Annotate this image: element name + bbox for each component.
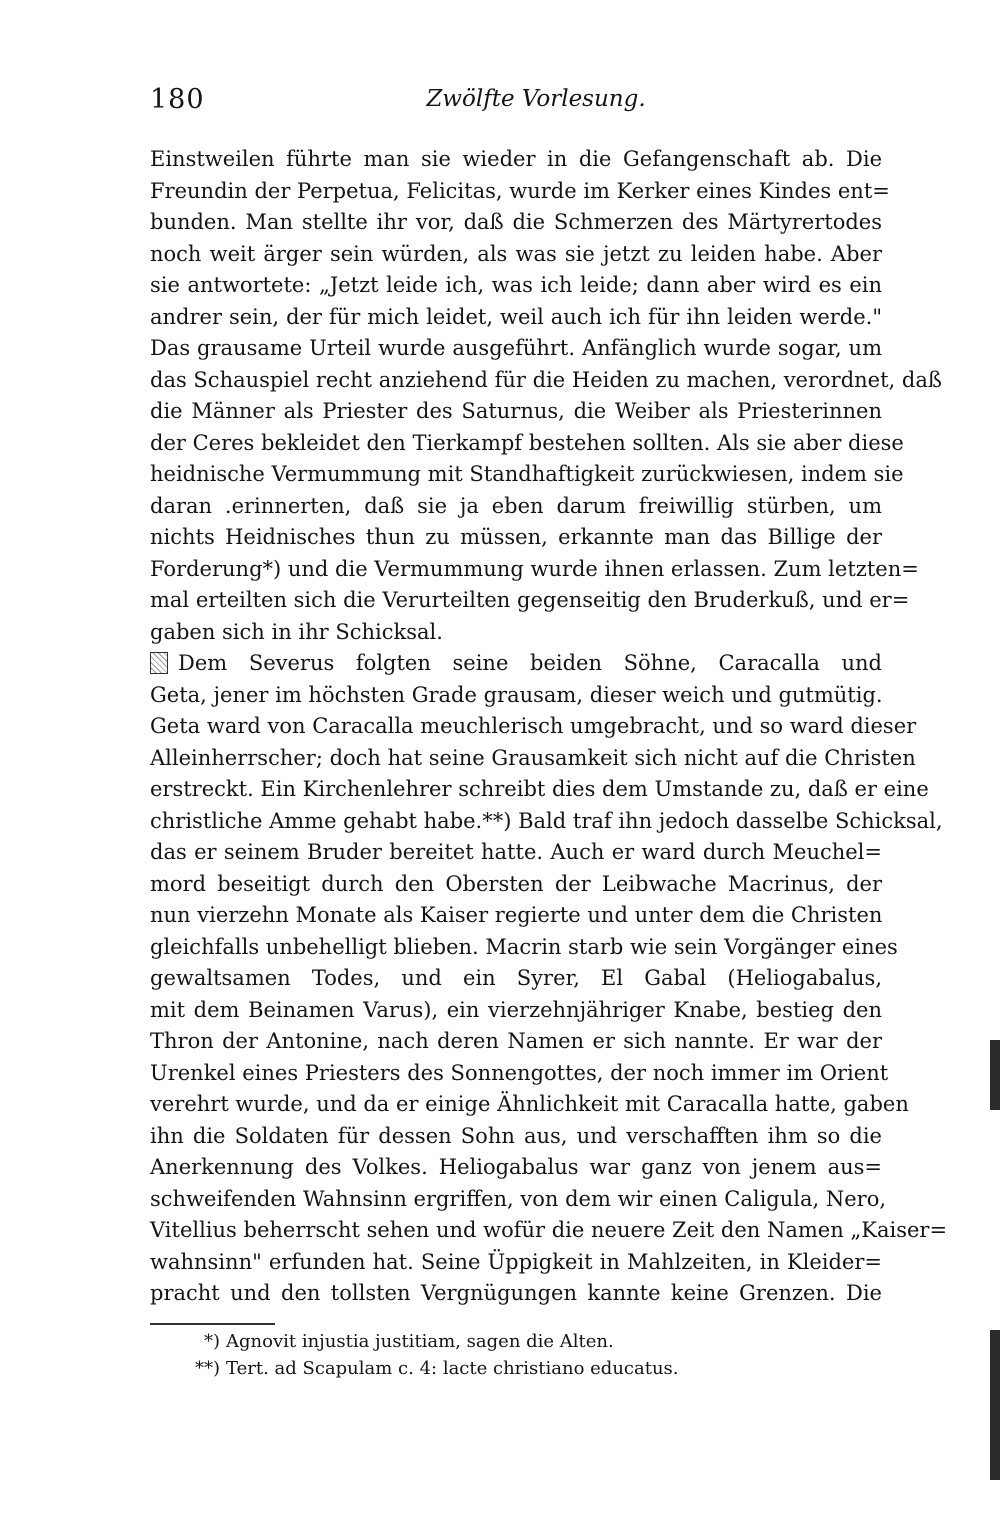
text-line: das er seinem Bruder bereitet hatte. Auch er ward durch Meuchel=: [150, 840, 882, 864]
text-line: Geta ward von Caracalla meuchlerisch umgebracht, und so ward dieser: [150, 714, 917, 738]
scan-edge-shadow: [990, 1330, 1000, 1480]
text-line: erstreckt. Ein Kirchenlehrer schreibt dies dem Umstande zu, daß er eine: [150, 777, 929, 801]
text-line: der Ceres bekleidet den Tierkampf bestehen sollten. Als sie aber diese: [150, 430, 904, 455]
text-line: nun vierzehn Monate als Kaiser regierte und unter dem die Christen: [150, 903, 883, 927]
footnote: [150, 1355, 882, 1382]
text-line: schweifenden Wahnsinn ergriffen, von dem wir einen Caligula, Nero,: [150, 1186, 887, 1211]
text-line: Alleinherrscher; doch hat seine Grausamkeit sich nicht auf die Christen: [150, 745, 916, 770]
text-line: nichts Heidnisches thun zu müssen, erkannte man das Billige der: [150, 525, 882, 549]
text-line: gaben sich in ihr Schicksal.: [150, 619, 443, 644]
text-line: gleichfalls unbehelligt blieben. Macrin starb wie sein Vorgänger eines: [150, 934, 898, 959]
footnote-text: Agnovit injustia justitiam, sagen die Alten.: [226, 1331, 614, 1352]
text-line: sie antwortete: „Jetzt leide ich, was ich leide; dann aber wird es ein: [150, 273, 882, 297]
text-line: Vitellius beherrscht sehen und wofür die neuere Zeit den Namen „Kaiser=: [150, 1218, 948, 1242]
text-line: Freundin der Perpetua, Felicitas, wurde im Kerker eines Kindes ent=: [150, 178, 890, 203]
footnote-divider: [150, 1323, 275, 1325]
text-line: die Männer als Priester des Saturnus, die Weiber als Priesterinnen: [150, 399, 882, 423]
text-line: Anerkennung des Volkes. Heliogabalus war ganz von jenem aus=: [150, 1155, 882, 1179]
footnote: [150, 1328, 882, 1355]
text-line: pracht und den tollsten Vergnügungen kannte keine Grenzen. Die: [150, 1281, 882, 1305]
text-line: noch weit ärger sein würden, als was sie jetzt zu leiden habe. Aber: [150, 241, 882, 266]
text-line: heidnische Vermummung mit Standhaftigkeit zurückwiesen, indem sie: [150, 462, 904, 486]
text-line: Einstweilen führte man sie wieder in die Gefangenschaft ab. Die: [150, 147, 882, 171]
text-line: mal erteilten sich die Verurteilten gegenseitig den Bruderkuß, und er=: [150, 588, 910, 612]
text-line: [150, 648, 882, 680]
scan-edge-shadow: [990, 1040, 1000, 1110]
footnote-mark: **): [194, 1358, 220, 1379]
text-line: daran .erinnerten, daß sie ja eben darum freiwillig stürben, um: [150, 493, 882, 518]
text-line: Das grausame Urteil wurde ausgeführt. Anfänglich wurde sogar, um: [150, 336, 882, 360]
page-header: [150, 84, 882, 124]
text-line: verehrt wurde, und da er einige Ähnlichkeit mit Caracalla hatte, gaben: [150, 1092, 909, 1116]
running-head: Zwölfte Vorlesung.: [426, 86, 646, 112]
text-line: mit dem Beinamen Varus), ein vierzehnjähriger Knabe, bestieg den: [150, 997, 882, 1022]
text-line: andrer sein, der für mich leidet, weil auch ich für ihn leiden werde.": [150, 304, 882, 329]
text-line: wahnsinn" erfunden hat. Seine Üppigkeit in Mahlzeiten, in Kleider=: [150, 1249, 882, 1274]
footnote-mark: *): [203, 1331, 220, 1352]
text-line: christliche Amme gehabt habe.**) Bald traf ihn jedoch dasselbe Schicksal,: [150, 808, 943, 833]
text-line: Thron der Antonine, nach deren Namen er sich nannte. Er war der: [150, 1029, 882, 1053]
text-line: das Schauspiel recht anziehend für die Heiden zu machen, verordnet, daß: [150, 367, 942, 392]
body-text: [150, 144, 948, 1310]
text-line: Urenkel eines Priesters des Sonnengottes, der noch immer im Orient: [150, 1060, 889, 1085]
text-line: Geta, jener im höchsten Grade grausam, dieser weich und gutmütig.: [150, 682, 883, 707]
paragraph-marker-icon: [150, 652, 168, 674]
footnotes: [150, 1328, 882, 1382]
text-line: Forderung*) und die Vermummung wurde ihnen erlassen. Zum letzten=: [150, 556, 919, 581]
text-line: bunden. Man stellte ihr vor, daß die Schmerzen des Märtyrertodes: [150, 210, 882, 234]
text-line: ihn die Soldaten für dessen Sohn aus, und verschafften ihm so die: [150, 1123, 882, 1148]
text-line-content: Dem Severus folgten seine beiden Söhne, Caracalla und: [178, 651, 882, 675]
page-number: 180: [150, 84, 205, 115]
text-line: gewaltsamen Todes, und ein Syrer, El Gabal (Heliogabalus,: [150, 966, 882, 990]
footnote-text: Tert. ad Scapulam c. 4: lacte christiano educatus.: [226, 1358, 679, 1379]
text-line: mord beseitigt durch den Obersten der Leibwache Macrinus, der: [150, 871, 882, 896]
